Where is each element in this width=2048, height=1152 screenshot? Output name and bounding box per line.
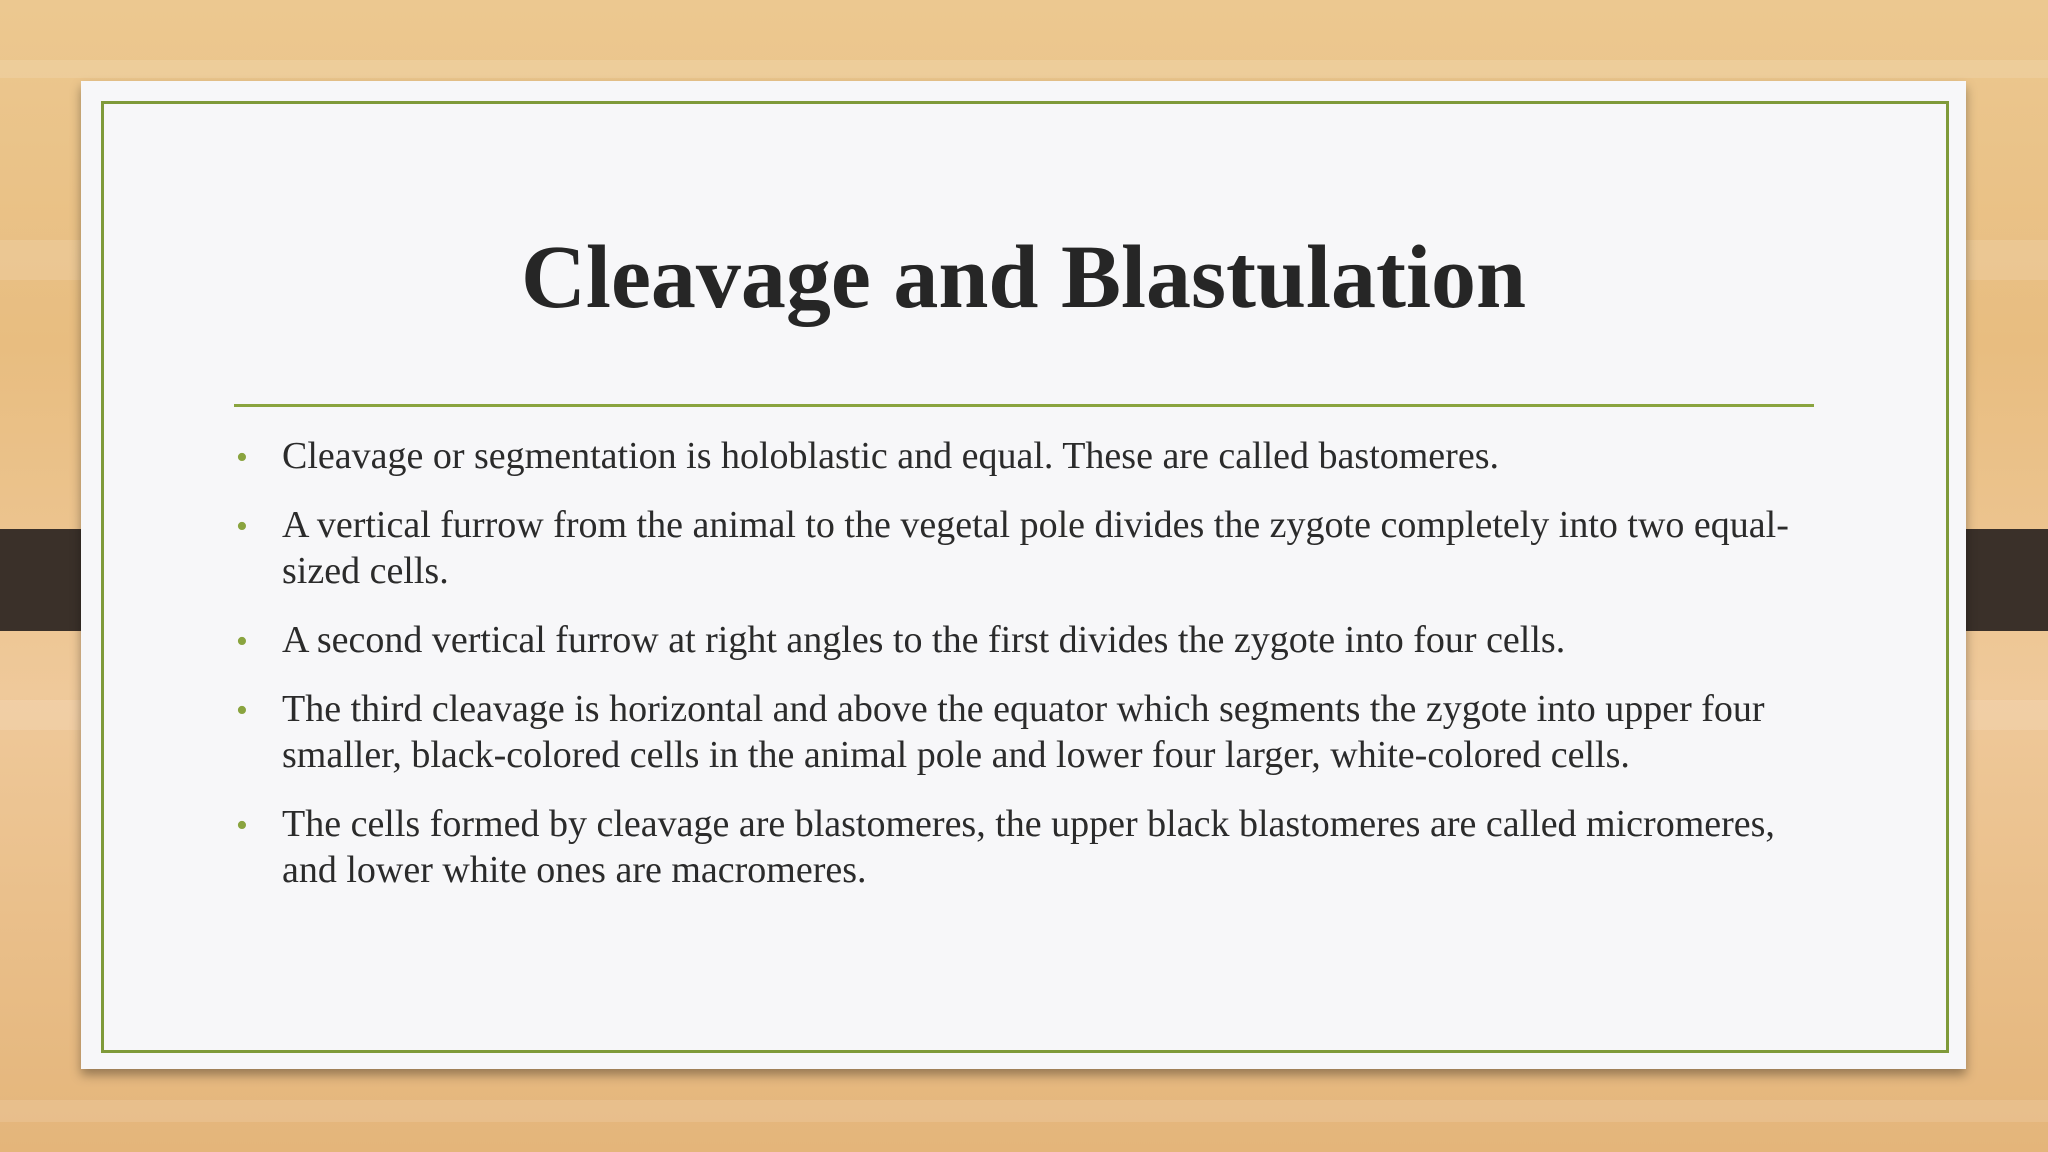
list-item [234, 801, 1834, 893]
bullet-text: The cells formed by cleavage are blastomeres, the upper black blastomeres are called micromeres, and lower white ones are macromeres. [282, 803, 1775, 891]
bullet-text: A vertical furrow from the animal to the vegetal pole divides the zygote completely into two equal-sized cells. [282, 504, 1789, 592]
bullet-icon: • [236, 439, 248, 476]
list-item [234, 502, 1834, 594]
slide-paper [81, 81, 1966, 1069]
wood-grain [0, 60, 2048, 78]
bullet-text: The third cleavage is horizontal and above the equator which segments the zygote into upper four smaller, black-colored cells in the animal pole and lower four larger, white-colored cells. [282, 688, 1765, 776]
bullet-icon: • [236, 623, 248, 660]
bullet-text: Cleavage or segmentation is holoblastic and equal. These are called bastomeres. [282, 435, 1499, 477]
bullet-icon: • [236, 807, 248, 844]
list-item [234, 617, 1834, 663]
bullet-text: A second vertical furrow at right angles to the first divides the zygote into four cells. [282, 619, 1566, 661]
bullet-list [234, 433, 1834, 916]
title-divider [234, 404, 1814, 407]
slide-title: Cleavage and Blastulation [520, 228, 1527, 327]
wood-grain [0, 1100, 2048, 1122]
bullet-icon: • [236, 692, 248, 729]
list-item [234, 433, 1834, 479]
list-item [234, 686, 1834, 778]
bullet-icon: • [236, 508, 248, 545]
